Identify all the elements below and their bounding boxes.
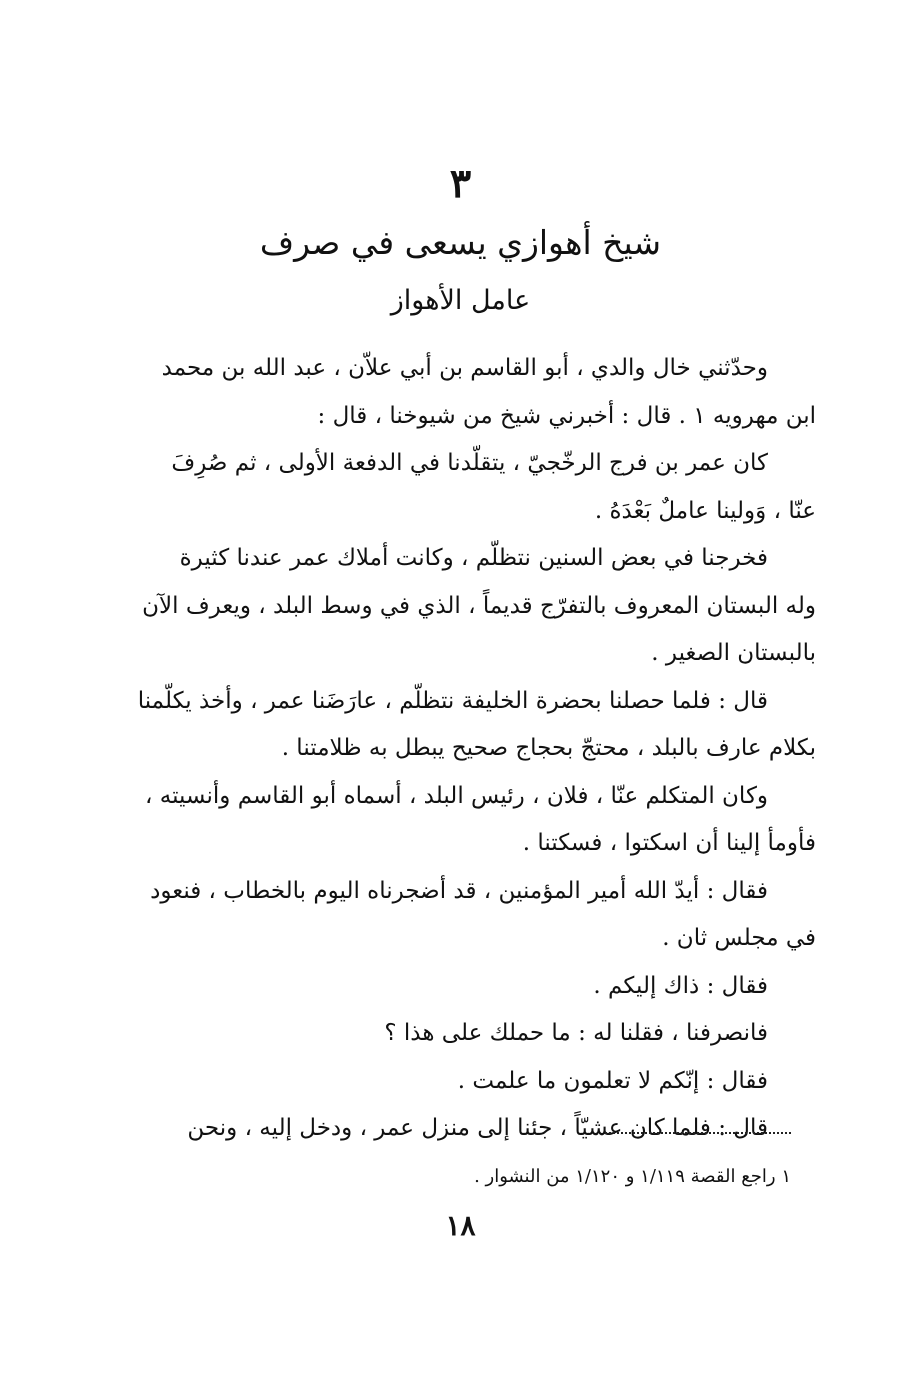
text-line: فانصرفنا ، فقلنا له : ما حملك على هذا ؟	[384, 1020, 768, 1046]
story-number: ٣	[449, 160, 472, 207]
footnote-divider	[605, 1132, 791, 1134]
text-line: بالبستان الصغير .	[651, 640, 816, 666]
text-line: قال : فلما حصلنا بحضرة الخليفة نتظلّم ، عارَضَنا عمر ، وأخذ يكلّمنا	[137, 687, 768, 714]
text-line: فخرجنا في بعض السنين نتظلّم ، وكانت أملاك عمر عندنا كثيرة	[179, 545, 768, 571]
text-line: وحدّثني خال والدي ، أبو القاسم بن أبي علاّن ، عبد الله بن محمد	[161, 355, 768, 381]
text-line: عنّا ، وَولينا عاملٌ بَعْدَهُ .	[594, 497, 816, 524]
text-line: فأومأ إلينا أن اسكتوا ، فسكتنا .	[522, 830, 816, 856]
text-line: فقال : إنّكم لا تعلمون ما علمت .	[457, 1067, 768, 1094]
story-title: شيخ أهوازي يسعى في صرف	[259, 223, 662, 262]
footnote: ١ راجع القصة ١/١١٩ و ١/١٢٠ من النشوار .	[474, 1166, 791, 1187]
text-line: فقال : ذاك إليكم .	[593, 972, 768, 999]
text-line: ابن مهرويه ١ . قال : أخبرني شيخ من شيوخنا ، قال :	[317, 402, 816, 429]
text-line: وله البستان المعروف بالتفرّج قديماً ، الذي في وسط البلد ، ويعرف الآن	[142, 592, 816, 619]
page-number: ١٨	[445, 1209, 476, 1242]
text-line: كان عمر بن فرج الرخّجيّ ، يتقلّدنا في الدفعة الأولى ، ثم صُرِفَ	[171, 450, 768, 476]
story-subtitle: عامل الأهواز	[390, 285, 531, 316]
text-line: قال : فلما كان عشيّاً ، جئنا إلى منزل عمر ، ودخل إليه ، ونحن	[187, 1115, 768, 1141]
body-text	[108, 345, 816, 1153]
text-line: في مجلس ثان .	[662, 925, 816, 951]
text-line: بكلام عارف بالبلد ، محتجّ بحجاج صحيح يبطل به ظلامتنا .	[281, 735, 816, 761]
text-line: وكان المتكلم عنّا ، فلان ، رئيس البلد ، أسماه أبو القاسم وأنسيته ،	[145, 782, 768, 809]
text-line: فقال : أيدّ الله أمير المؤمنين ، قد أضجرناه اليوم بالخطاب ، فنعود	[150, 877, 768, 904]
